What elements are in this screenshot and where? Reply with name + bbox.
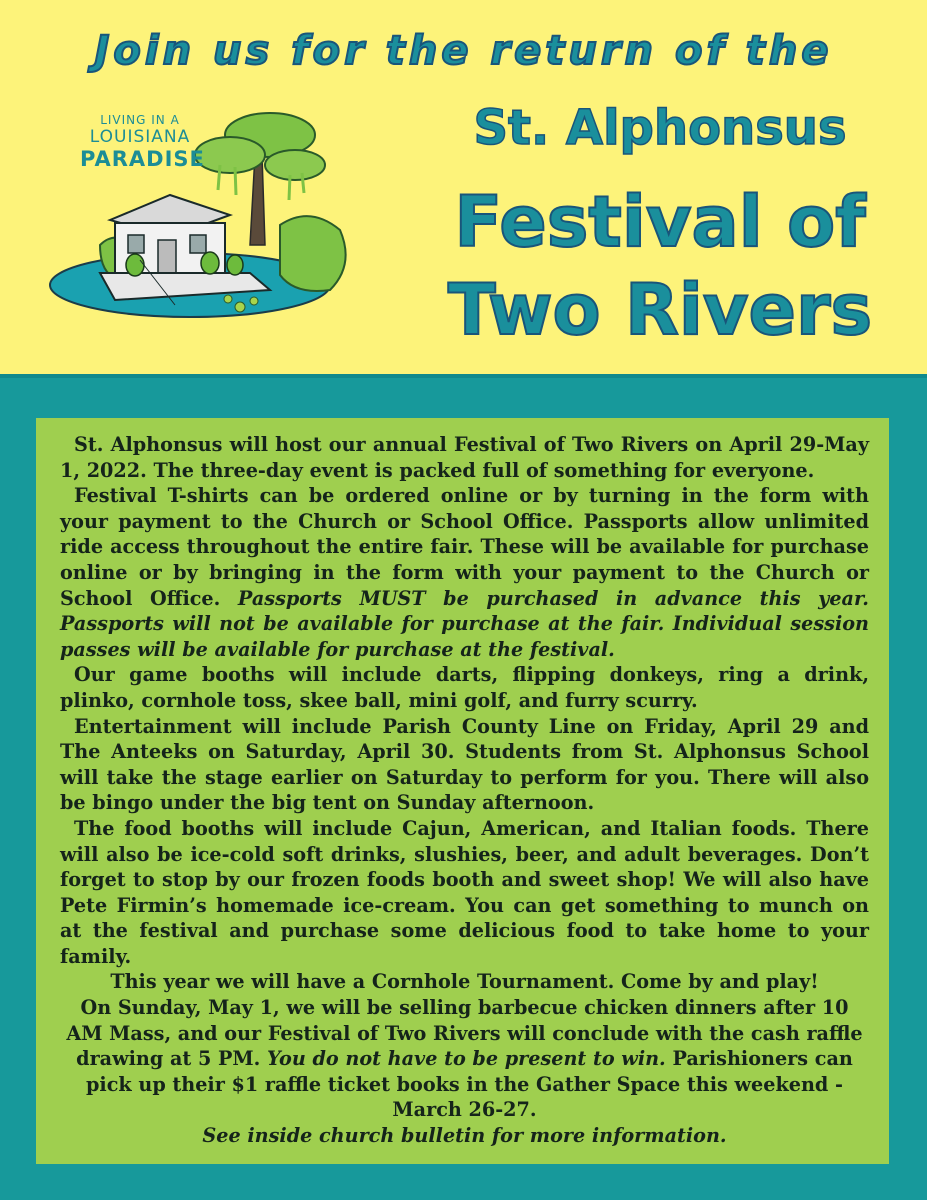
paragraph-food-booths: The food booths will include Cajun, American, and Italian foods. There will also be ice-cold soft drinks, slushies, beer, and adult beverages. Don’t forget to stop by our frozen foods booth and sweet shop! We will also have Pete Firmin’s homemade ice-cream. You can get something to munch on at the festival and purchase some delicious food to take home to your family. — [60, 816, 869, 968]
title-festival-of: Festival of — [454, 181, 866, 263]
bulletin-note: See inside church bulletin for more information. — [202, 1124, 727, 1148]
title-two-rivers: Two Rivers — [447, 269, 873, 351]
passports-text: Festival T-shirts can be ordered online or by turning in the form with your payment to the Church or School Office. Passports allow unlimited ride access throughout the entire fair. These will be available for purchase online or by bringing in the form with your payment to the Church or School Office. — [60, 484, 869, 610]
logo-wordmark — [80, 113, 205, 171]
louisiana-paradise-logo — [40, 95, 370, 325]
join-us-headline: Join us for the return of the — [94, 28, 833, 74]
raffle-notice: You do not have to be present to win. — [267, 1047, 666, 1071]
announcement-panel — [36, 418, 889, 1164]
title-st-alphonsus: St. Alphonsus — [473, 100, 847, 156]
logo-line-living: LIVING IN A — [100, 113, 180, 127]
raffle-text-end: Parishioners can pick up their $1 raffle ticket books in the Gather Space this weekend - March 26-27. — [86, 1047, 853, 1122]
title-festival-name — [400, 178, 920, 354]
raffle-text-start: On Sunday, May 1, we will be selling barbecue chicken dinners after 10 AM Mass, and our Festival of Two Rivers will conclude with the cash raffle drawing at 5 PM. — [66, 996, 863, 1071]
passports-notice: Passports MUST be purchased in advance this year. Passports will not be available for purchase at the fair. Individual session passes will be available for purchase at the festival. — [60, 586, 869, 661]
paragraph-game-booths: Our game booths will include darts, flipping donkeys, ring a drink, plinko, cornhole toss, skee ball, mini golf, and furry scurry. — [60, 663, 869, 712]
paragraph-intro: St. Alphonsus will host our annual Festival of Two Rivers on April 29-May 1, 2022. The three-day event is packed full of something for everyone. — [60, 433, 869, 482]
logo-line-louisiana: LOUISIANA — [89, 127, 191, 147]
paragraph-bulletin-note — [60, 1123, 869, 1149]
paragraph-cornhole: This year we will have a Cornhole Tournament. Come by and play! — [110, 970, 819, 994]
paragraph-entertainment: Entertainment will include Parish County Line on Friday, April 29 and The Anteeks on Saturday, April 30. Students from St. Alphonsus School will take the stage earlier on Saturday to perform for you. There will also be bingo under the big tent on Sunday afternoon. — [60, 714, 869, 815]
paragraph-sunday-raffle — [60, 995, 869, 1123]
paragraph-tshirts-passports — [60, 483, 869, 662]
logo-line-paradise: PARADISE — [80, 147, 205, 171]
header-banner — [0, 0, 927, 378]
